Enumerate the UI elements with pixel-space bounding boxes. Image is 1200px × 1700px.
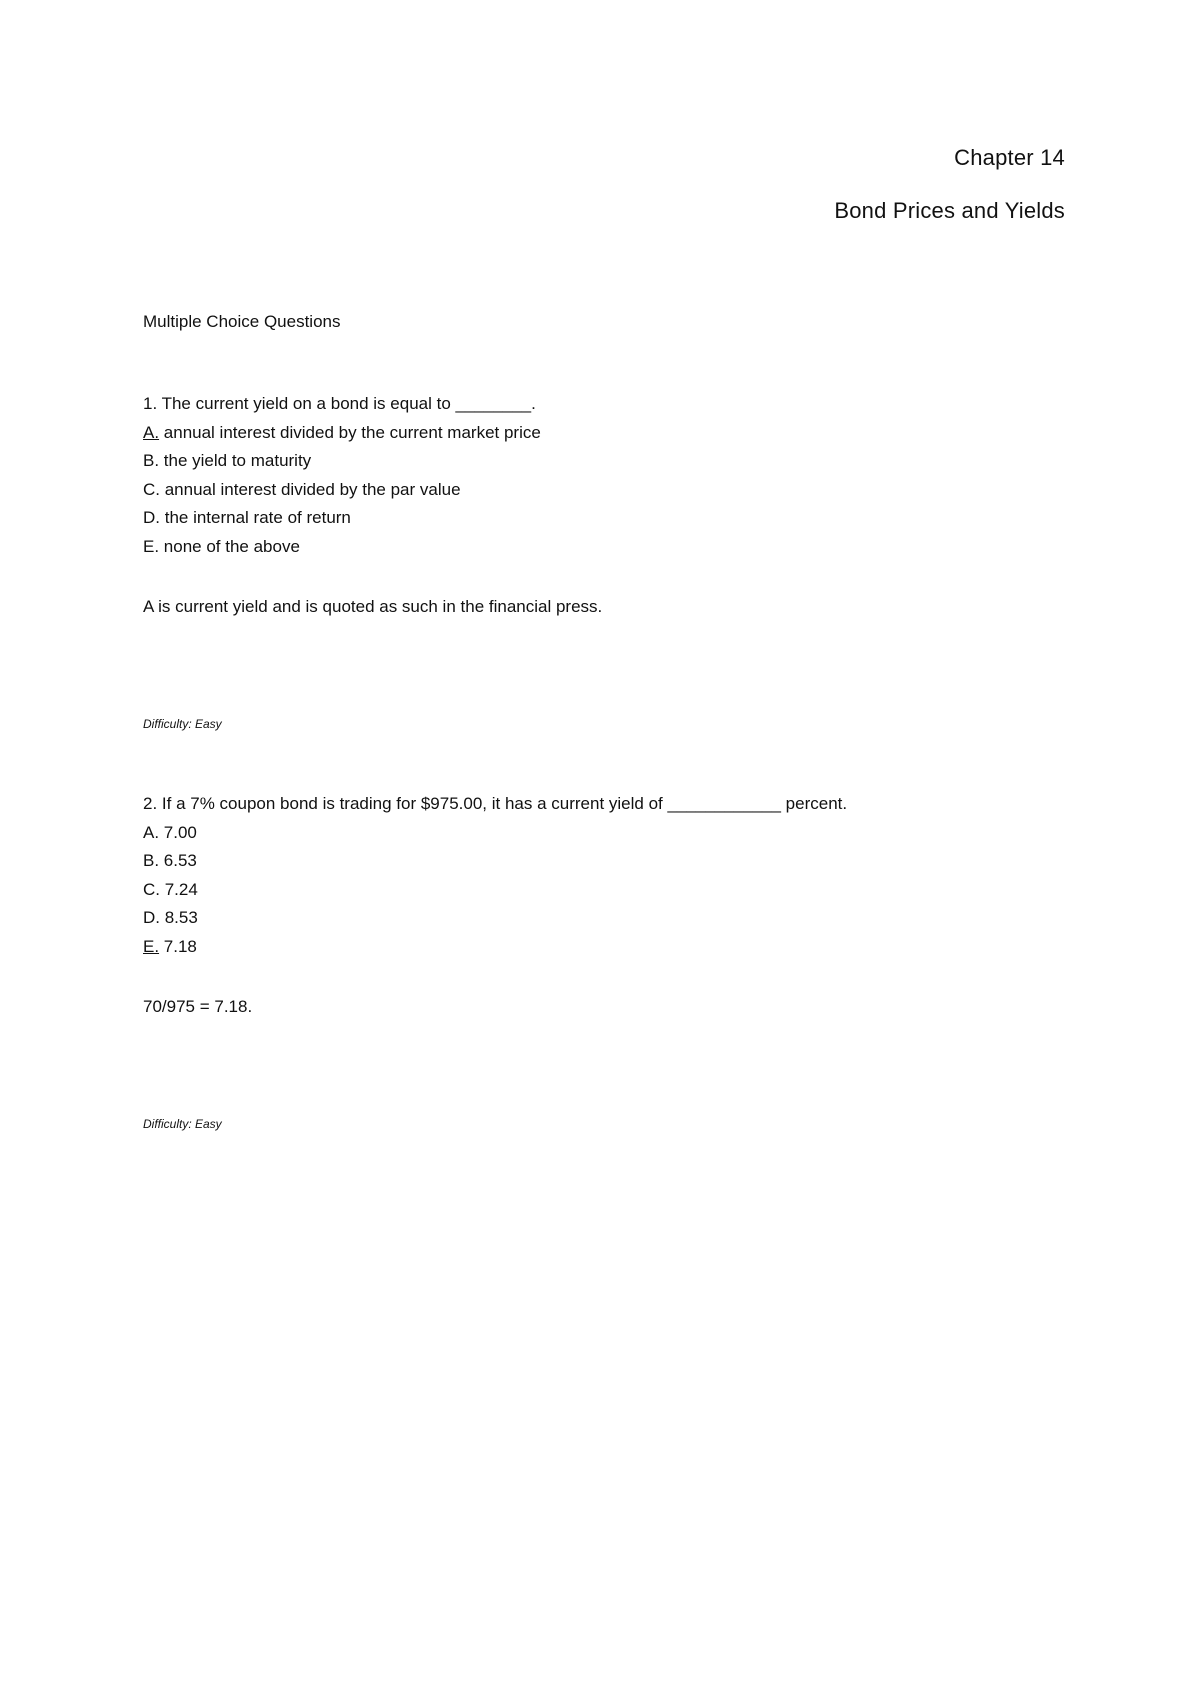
- choice-letter: B.: [143, 851, 160, 870]
- answer-choice-c: [143, 476, 602, 505]
- choice-text: none of the above: [159, 536, 300, 556]
- answer-explanation: 70/975 = 7.18.: [143, 997, 253, 1016]
- choice-text: annual interest divided by the current market price: [159, 422, 541, 442]
- answer-choice-e: [143, 933, 847, 962]
- choice-text: 6.53: [159, 851, 197, 870]
- answer-choice-a: [143, 419, 602, 448]
- question-1: [143, 390, 602, 738]
- choice-letter: A.: [143, 822, 160, 842]
- answer-choice-c: [143, 876, 847, 905]
- question-stem: 2. If a 7% coupon bond is trading for $975.00, it has a current yield of ____________ percent.: [143, 794, 848, 813]
- choice-letter: E.: [143, 536, 160, 556]
- answer-choice-d: [143, 904, 847, 933]
- chapter-subtitle: Bond Prices and Yields: [834, 198, 1065, 223]
- choice-text: the internal rate of return: [160, 508, 351, 527]
- question-stem: 1. The current yield on a bond is equal to ________.: [143, 394, 536, 413]
- choice-letter: E.: [143, 936, 160, 956]
- choice-letter: C.: [143, 479, 160, 499]
- choice-text: annual interest divided by the par value: [160, 479, 461, 499]
- choice-text: 7.24: [160, 879, 198, 899]
- choice-text: 8.53: [160, 908, 198, 927]
- answer-choice-b: [143, 447, 602, 476]
- answer-explanation: A is current yield and is quoted as such in the financial press.: [143, 597, 603, 616]
- choice-letter: A.: [143, 422, 160, 442]
- choice-letter: B.: [143, 451, 160, 470]
- section-heading: Multiple Choice Questions: [143, 312, 341, 331]
- answer-choice-a: [143, 819, 847, 848]
- choice-letter: D.: [143, 508, 160, 527]
- difficulty-label: Difficulty: Easy: [143, 1116, 222, 1131]
- difficulty-label: Difficulty: Easy: [143, 716, 222, 731]
- choice-text: 7.00: [159, 822, 197, 842]
- question-2: [143, 790, 847, 1138]
- choice-text: the yield to maturity: [159, 451, 312, 470]
- answer-choice-b: [143, 847, 847, 876]
- chapter-title: Chapter 14: [954, 145, 1065, 170]
- answer-choice-d: [143, 504, 602, 533]
- choice-letter: C.: [143, 879, 160, 899]
- answer-choice-e: [143, 533, 602, 562]
- choice-letter: D.: [143, 908, 160, 927]
- choice-text: 7.18: [159, 936, 197, 956]
